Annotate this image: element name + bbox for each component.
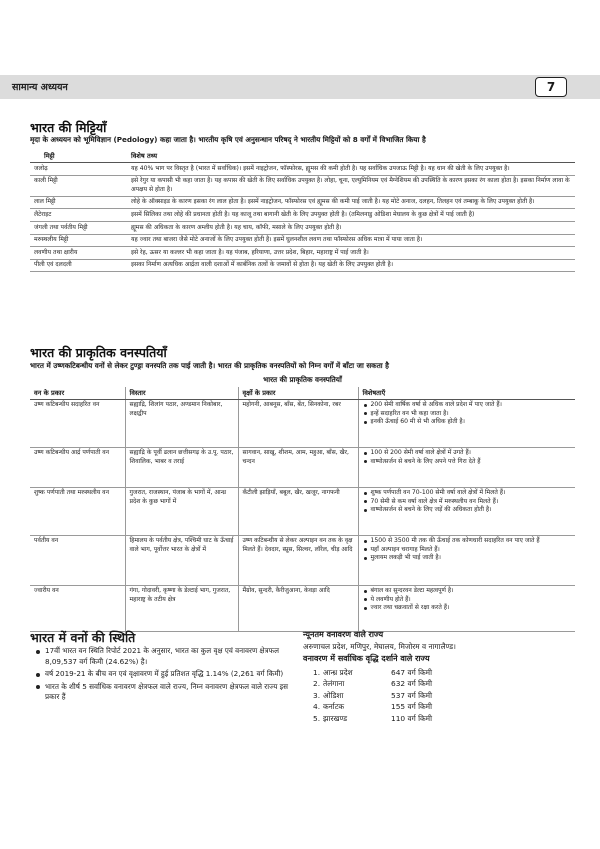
growth-value: 537 वर्ग किमी: [391, 690, 432, 700]
feature-item: ये लवणीय होते हैं।: [363, 596, 572, 605]
growth-item: [313, 679, 583, 691]
forest-extent: हिमालय के पर्वतीय क्षेत्र, पश्चिमी घाट के ऊँचाई वाले भाग, पूर्वोत्तर भारत के क्षेत्रों में: [125, 535, 238, 585]
growth-value: 647 वर्ग किमी: [391, 667, 432, 677]
soils-col-fact: विशेष तथ्य: [127, 150, 575, 163]
soil-name: मरुस्थलीय मिट्टी: [30, 234, 127, 247]
forest-status-point: वर्ष 2019-21 के बीच वन एवं वृक्षावरण में हुई प्रतिशत वृद्धि 1.14% (2,261 वर्ग किमी): [35, 669, 290, 680]
forest-features: [358, 447, 575, 487]
forest-type: पर्वतीय वन: [30, 535, 125, 585]
soil-name: पीली एवं दलदली: [30, 259, 127, 272]
growth-rank: 1.: [313, 667, 321, 677]
growth-value: 632 वर्ग किमी: [391, 679, 432, 688]
soils-row: [30, 234, 575, 247]
forest-extent: गंगा, गोदावरी, कृष्णा के डेल्टाई भाग, गुजरात, महाराष्ट्र के तटीय क्षेत्र: [125, 585, 238, 631]
soil-name: काली मिट्टी: [30, 175, 127, 196]
growth-rank: 4.: [313, 702, 321, 711]
feature-item: यहाँ अल्पाइन चरागाह मिलते हैं।: [363, 546, 572, 555]
max-growth-list: [313, 668, 583, 726]
soil-name: जलोढ़: [30, 163, 127, 176]
soils-row: [30, 163, 575, 176]
forest-trees: सागवान, साखू, शीशम, आम, महुआ, बाँस, खैर, चन्दन: [238, 447, 358, 487]
veg-col-extent: विस्तार: [125, 387, 238, 399]
soils-row: [30, 209, 575, 222]
feature-item: मुलायम लकड़ी भी पाई जाती है।: [363, 554, 572, 563]
soils-row: [30, 222, 575, 235]
vegetation-table-caption: भारत की प्राकृतिक वनस्पतियाँ: [263, 375, 342, 384]
growth-state: तेलंगाना: [323, 679, 345, 688]
soils-title: भारत की मिट्टियाँ: [30, 120, 107, 135]
feature-item: 1500 से 3500 मी तक की ऊँचाई तक कोणधारी सदाहरित वन पाए जाते हैं: [363, 537, 572, 546]
veg-col-type: वन के प्रकार: [30, 387, 125, 399]
vegetation-row: [30, 487, 575, 535]
forest-trees: उष्ण कटिबन्धीय से लेकर अल्पाइन वन तक के वृक्ष मिलते हैं। देवदार, स्प्रूस, सिल्वर, लॉरेल, चीड़ आदि: [238, 535, 358, 585]
growth-state: ओडिशा: [323, 690, 344, 700]
growth-state: कर्नाटक: [323, 702, 345, 711]
forest-features: [358, 535, 575, 585]
vegetation-row: [30, 585, 575, 631]
feature-item: 70 सेमी से कम वर्षा वाले क्षेत्र में मरुस्थलीय वन मिलते हैं।: [363, 498, 572, 507]
feature-item: बंगाल का सुन्दरवन डेल्टा महत्वपूर्ण है।: [363, 587, 572, 596]
vegetation-row: [30, 447, 575, 487]
forest-features: [358, 399, 575, 447]
forest-features: [358, 487, 575, 535]
soils-row: [30, 247, 575, 260]
forest-type: उष्ण कटिबन्धीय सदाहरित वन: [30, 399, 125, 447]
soils-table-header: [30, 150, 575, 163]
header-title: सामान्य अध्ययन: [12, 82, 68, 93]
soil-fact: इसमें सिलिका तथा लोहे की प्रधानता होती है। यह काजू तथा बागानी खेती के लिए उपयुक्त होती है। (तमिलनाडु ओडिशा मेघालय के कुछ क्षेत्रों में पाई जाती है): [127, 209, 575, 222]
forest-extent: सह्याद्रि, शिलांग पठार, अण्डमान निकोबार, लक्षद्वीप: [125, 399, 238, 447]
soil-fact: यह 40% भाग पर विस्तृत है (भारत में सर्वाधिक)। इसमें नाइट्रोजन, फॉस्फोरस, ह्यूमस की कमी होती है। यह सर्वाधिक उपजाऊ मिट्टी है। यह धान की खेती के लिए उपयुक्त है।: [127, 163, 575, 176]
growth-item: [313, 714, 583, 726]
soil-fact: लोहे के ऑक्साइड के कारण इसका रंग लाल होता है। इसमें नाइट्रोजन, फॉस्फोरस एवं ह्यूमस की कमी पाई जाती है। यह मोटे अनाज, दलहन, तिलहन एवं तम्बाकू के लिए उपयुक्त होती है।: [127, 196, 575, 209]
growth-item: [313, 702, 583, 714]
vegetation-title: भारत की प्राकृतिक वनस्पतियाँ: [30, 345, 167, 360]
soils-col-soil: मिट्टी: [30, 150, 127, 163]
vegetation-table: [30, 387, 575, 632]
feature-item: इनकी ऊँचाई 60 मी से भी अधिक होती है।: [363, 418, 572, 427]
soils-row: [30, 196, 575, 209]
feature-item: 100 से 200 सेमी वर्षा वाले क्षेत्रों में उगते हैं।: [363, 449, 572, 458]
veg-col-trees: वृक्षों के प्रकार: [238, 387, 358, 399]
veg-col-features: विशेषताएँ: [358, 387, 575, 399]
forest-features: [358, 585, 575, 631]
forest-type: शुष्क पर्णपाती तथा मरुस्थलीय वन: [30, 487, 125, 535]
soils-intro: मृदा के अध्ययन को भूमिविज्ञान (Pedology) कहा जाता है। भारतीय कृषि एवं अनुसन्धान परिषद् ने भारतीय मिट्टियों को 8 वर्गों में विभाजित किया है: [30, 135, 426, 144]
soil-fact: ह्यूमस की अधिकता के कारण अम्लीय होती है। यह चाय, कॉफी, मसाले के लिए उपयुक्त होती है।: [127, 222, 575, 235]
growth-value: 110 वर्ग किमी: [391, 713, 432, 723]
forest-trees: कँटीली झाड़ियाँ, बबूल, खैर, खजूर, नागफनी: [238, 487, 358, 535]
feature-item: इन्हें सदाहरित वन भी कहा जाता है।: [363, 410, 572, 419]
vegetation-table-header: [30, 387, 575, 399]
growth-state: झारखण्ड: [323, 713, 348, 723]
soil-fact: इसे रेगुर या कपासी भी कहा जाता है। यह कपास की खेती के लिए सर्वाधिक उपयुक्त है। लोहा, चूना, एल्युमिनियम एवं मैग्नेशियम की उपस्थिति के कारण इसका रंग काला होता है। इसका निर्माण लावा के अपक्षय से होता है।: [127, 175, 575, 196]
soil-fact: इसे रेह, ऊसर या कल्लर भी कहा जाता है। यह पंजाब, हरियाणा, उत्तर प्रदेश, बिहार, महाराष्ट्र में पाई जाती है।: [127, 247, 575, 260]
forest-extent: गुजरात, राजस्थान, पंजाब के भागों में, आन्ध्र प्रदेश के कुछ भागों में: [125, 487, 238, 535]
vegetation-intro: भारत में उष्णकटिबन्धीय वनों से लेकर टुण्ड्रा वनस्पति तक पाई जाती है। भारत की प्राकृतिक वनस्पतियों को निम्न वर्गों में बाँटा जा सकता है: [30, 361, 389, 370]
soils-row: [30, 175, 575, 196]
forest-trees: मैंग्रोव, सुन्दरी, कैरीजुआना, केवड़ा आदि: [238, 585, 358, 631]
feature-item: वाष्पोत्सर्जन से बचने के लिए अपने पत्ते गिरा देते हैं: [363, 458, 572, 467]
lowest-cover-states: अरुणाचल प्रदेश, मणिपुर, मेघालय, मिजोरम व नागालैण्ड।: [303, 641, 456, 651]
forest-extent: सह्याद्रि के पूर्वी ढलान छत्तीसगढ़ के उ.पू. पठार, शिवालिक, भाबर व तराई: [125, 447, 238, 487]
growth-item: [313, 691, 583, 703]
growth-value: 155 वर्ग किमी: [391, 702, 432, 711]
max-growth-title: वनावरण में सर्वाधिक वृद्धि दर्शाने वाले राज्य: [303, 654, 430, 663]
page-number: 7: [535, 77, 567, 97]
feature-item: ज्वार तथा चक्रवातों से रक्षा करते हैं।: [363, 604, 572, 613]
growth-rank: 2.: [313, 679, 321, 688]
feature-item: शुष्क पर्णपाती वन 70-100 सेमी वर्षा वाले क्षेत्रों में मिलते हैं।: [363, 489, 572, 498]
forest-type: ज्वारीय वन: [30, 585, 125, 631]
forest-cover-states: [303, 630, 583, 725]
soils-row: [30, 259, 575, 272]
growth-rank: 3.: [313, 690, 321, 700]
forest-status-point: 17वीं भारत वन स्थिति रिपोर्ट 2021 के अनुसार, भारत का कुल वृक्ष एवं वनावरण क्षेत्रफल 8,09,537 वर्ग किमी (24.62%) है।: [35, 646, 290, 667]
soil-fact: इसका निर्माण अत्यधिक आर्द्रता वाली दशाओं में कार्बनिक तत्वों के जमावों से होता है। यह खेती के लिए उपयुक्त होती है।: [127, 259, 575, 272]
growth-rank: 5.: [313, 713, 321, 723]
soils-table: [30, 150, 575, 272]
soil-name: जंगली तथा पर्वतीय मिट्टी: [30, 222, 127, 235]
forest-status-list: [35, 646, 290, 705]
forest-type: उष्ण कटिबन्धीय आर्द्र पर्णपाती वन: [30, 447, 125, 487]
forest-status-point: भारत के शीर्ष 5 सर्वाधिक वनावरण क्षेत्रफल वाले राज्य, निम्न वनावरण क्षेत्रफल वाले राज्य इस प्रकार हैं: [35, 682, 290, 703]
growth-item: [313, 668, 583, 680]
soil-name: लाल मिट्टी: [30, 196, 127, 209]
feature-item: 200 सेमी वार्षिक वर्षा से अधिक वाले प्रदेश में पाए जाते हैं।: [363, 401, 572, 410]
vegetation-row: [30, 535, 575, 585]
soil-name: लवणीय तथा क्षारीय: [30, 247, 127, 260]
soil-name: लैटेराइट: [30, 209, 127, 222]
soil-fact: यह ज्वार तथा बाजरा जैसे मोटे अनाजों के लिए उपयुक्त होती है। इसमें घुलनशील लवण तथा फॉस्फोरस अधिक मात्रा में पाया जाता है।: [127, 234, 575, 247]
lowest-cover-title: न्यूनतम वनावरण वाले राज्य: [303, 630, 384, 639]
feature-item: वाष्पोत्सर्जन से बचने के लिए जड़ें की अधिकता होती है।: [363, 506, 572, 515]
header-bar: [0, 75, 600, 99]
forest-status-title: भारत में वनों की स्थिति: [30, 630, 136, 645]
forest-trees: महोगनी, आबनूस, बाँस, बेंत, सिनकोना, रबर: [238, 399, 358, 447]
vegetation-row: [30, 399, 575, 447]
growth-state: आन्ध्र प्रदेश: [323, 667, 353, 677]
